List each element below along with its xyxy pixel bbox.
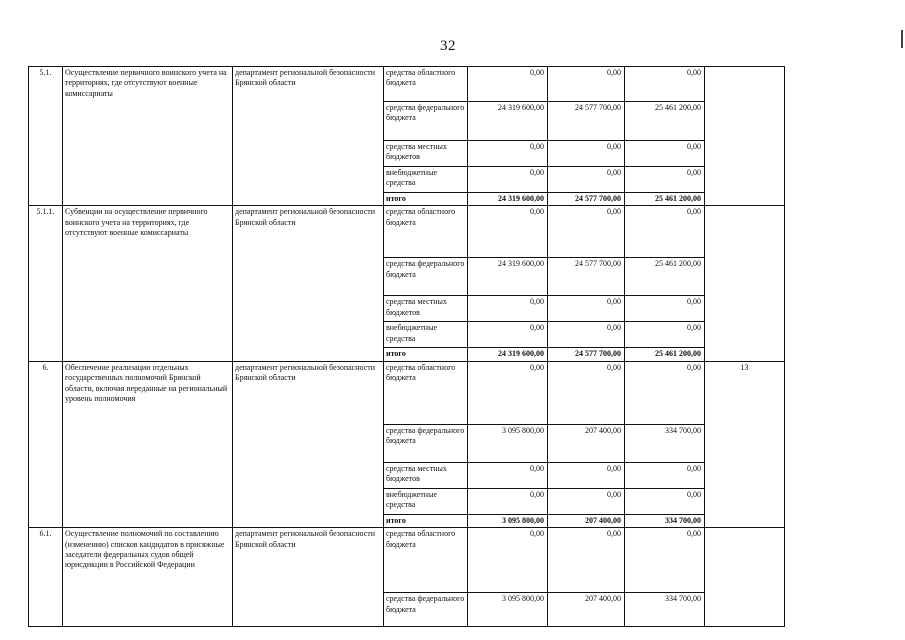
value-year2: 0,00 (548, 322, 625, 348)
value-year2: 0,00 (548, 167, 625, 193)
value-year3: 0,00 (625, 67, 705, 102)
value-year1: 24 319 600,00 (468, 193, 548, 206)
value-year2: 207 400,00 (548, 424, 625, 462)
value-year3: 0,00 (625, 206, 705, 258)
source-label: средства федерального бюджета (384, 258, 468, 296)
value-year3: 0,00 (625, 528, 705, 593)
scan-edge-mark (901, 30, 903, 48)
value-year3: 0,00 (625, 141, 705, 167)
indicator-ref: 13 (705, 361, 785, 527)
value-year2: 0,00 (548, 206, 625, 258)
value-year1: 24 319 600,00 (468, 258, 548, 296)
value-year1: 3 095 800,00 (468, 593, 548, 627)
value-year3: 0,00 (625, 361, 705, 424)
source-label: средства местных бюджетов (384, 141, 468, 167)
source-label: внебюджетные средства (384, 488, 468, 514)
page-number: 32 (440, 38, 456, 54)
executor: департамент региональной безопасности Брянской области (233, 528, 384, 627)
source-label: средства областного бюджета (384, 528, 468, 593)
value-year2: 24 577 700,00 (548, 348, 625, 361)
measure-name: Осуществление первичного воинского учета на территориях, где отсутствуют военные комиссариаты (63, 67, 233, 206)
executor: департамент региональной безопасности Брянской области (233, 361, 384, 527)
source-label: средства федерального бюджета (384, 424, 468, 462)
source-label: внебюджетные средства (384, 167, 468, 193)
value-year1: 0,00 (468, 141, 548, 167)
value-year2: 24 577 700,00 (548, 102, 625, 141)
value-year1: 0,00 (468, 462, 548, 488)
value-year3: 0,00 (625, 322, 705, 348)
measure-name: Обеспечение реализации отдельных государственных полномочий Брянской области, включая переданные на региональный уровень полномочия (63, 361, 233, 527)
value-year1: 0,00 (468, 528, 548, 593)
value-year3: 0,00 (625, 462, 705, 488)
source-label: внебюджетные средства (384, 322, 468, 348)
row-number: 5.1.1. (29, 206, 63, 361)
executor: департамент региональной безопасности Брянской области (233, 206, 384, 361)
value-year2: 24 577 700,00 (548, 258, 625, 296)
indicator-ref (705, 206, 785, 361)
value-year1: 0,00 (468, 488, 548, 514)
value-year2: 0,00 (548, 67, 625, 102)
value-year2: 0,00 (548, 488, 625, 514)
source-label: средства местных бюджетов (384, 462, 468, 488)
source-label: средства федерального бюджета (384, 593, 468, 627)
value-year3: 334 700,00 (625, 424, 705, 462)
value-year1: 24 319 600,00 (468, 348, 548, 361)
measure-name: Субвенции на осуществление первичного воинского учета на территориях, где отсутствуют военные комиссариаты (63, 206, 233, 361)
value-year1: 0,00 (468, 361, 548, 424)
value-year1: 0,00 (468, 167, 548, 193)
value-year1: 0,00 (468, 67, 548, 102)
value-year3: 25 461 200,00 (625, 258, 705, 296)
value-year2: 0,00 (548, 141, 625, 167)
value-year2: 24 577 700,00 (548, 193, 625, 206)
measure-name: Осуществление полномочий по составлению (изменению) списков кандидатов в присяжные заседатели федеральных судов общей юрисдикции в Российской Федерации (63, 528, 233, 627)
source-label: итого (384, 514, 468, 527)
value-year2: 0,00 (548, 528, 625, 593)
value-year3: 334 700,00 (625, 593, 705, 627)
value-year1: 0,00 (468, 322, 548, 348)
source-label: средства областного бюджета (384, 206, 468, 258)
executor: департамент региональной безопасности Брянской области (233, 67, 384, 206)
source-label: средства областного бюджета (384, 67, 468, 102)
row-number: 6. (29, 361, 63, 527)
value-year3: 25 461 200,00 (625, 102, 705, 141)
value-year3: 0,00 (625, 488, 705, 514)
value-year1: 0,00 (468, 206, 548, 258)
value-year2: 0,00 (548, 296, 625, 322)
row-number: 6.1. (29, 528, 63, 627)
value-year3: 25 461 200,00 (625, 193, 705, 206)
indicator-ref (705, 528, 785, 627)
value-year2: 207 400,00 (548, 514, 625, 527)
value-year1: 0,00 (468, 296, 548, 322)
source-label: средства областного бюджета (384, 361, 468, 424)
value-year3: 0,00 (625, 167, 705, 193)
value-year3: 0,00 (625, 296, 705, 322)
source-label: средства местных бюджетов (384, 296, 468, 322)
value-year2: 0,00 (548, 462, 625, 488)
source-label: средства федерального бюджета (384, 102, 468, 141)
budget-table (28, 66, 785, 627)
source-label: итого (384, 348, 468, 361)
value-year1: 3 095 800,00 (468, 514, 548, 527)
row-number: 5.1. (29, 67, 63, 206)
value-year2: 207 400,00 (548, 593, 625, 627)
value-year2: 0,00 (548, 361, 625, 424)
indicator-ref (705, 67, 785, 206)
source-label: итого (384, 193, 468, 206)
value-year3: 334 700,00 (625, 514, 705, 527)
value-year1: 24 319 600,00 (468, 102, 548, 141)
value-year3: 25 461 200,00 (625, 348, 705, 361)
value-year1: 3 095 800,00 (468, 424, 548, 462)
